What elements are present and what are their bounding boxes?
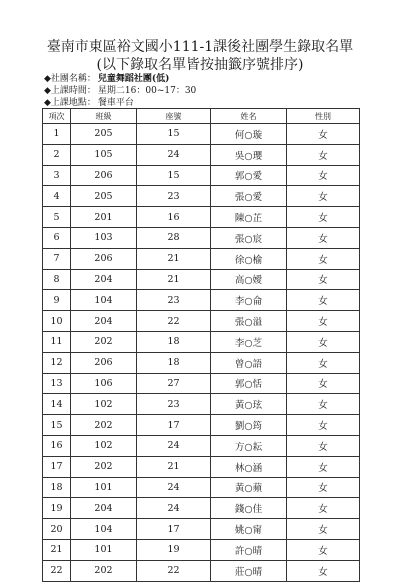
cell-name: 劉○筠	[211, 415, 287, 436]
cell-item-number: 14	[43, 394, 71, 415]
table-row	[43, 207, 360, 228]
cell-name: 李○侖	[211, 290, 287, 311]
cell-item-number: 12	[43, 352, 71, 373]
admission-list-table	[42, 108, 360, 582]
class-location-label: ◆上課地點：	[44, 98, 96, 108]
cell-gender: 女	[287, 165, 360, 186]
cell-seat-number: 21	[137, 456, 211, 477]
cell-seat-number: 23	[137, 290, 211, 311]
cell-name: 張○愛	[211, 186, 287, 207]
table-row	[43, 269, 360, 290]
cell-name: 何○璇	[211, 124, 287, 145]
cell-gender: 女	[287, 124, 360, 145]
table-row	[43, 144, 360, 165]
cell-name: 高○嬡	[211, 269, 287, 290]
class-time-value: 星期二16：00~17：30	[97, 86, 197, 96]
table-row	[43, 435, 360, 456]
cell-gender: 女	[287, 415, 360, 436]
cell-item-number: 11	[43, 331, 71, 352]
table-row	[43, 539, 360, 560]
cell-gender: 女	[287, 539, 360, 560]
header-class: 班級	[71, 109, 137, 124]
cell-gender: 女	[287, 207, 360, 228]
cell-seat-number: 21	[137, 269, 211, 290]
cell-seat-number: 17	[137, 415, 211, 436]
cell-seat-number: 28	[137, 227, 211, 248]
cell-name: 許○晴	[211, 539, 287, 560]
cell-seat-number: 24	[137, 144, 211, 165]
cell-item-number: 21	[43, 539, 71, 560]
header-item-number: 項次	[43, 109, 71, 124]
cell-class: 204	[71, 269, 137, 290]
table-row	[43, 165, 360, 186]
cell-gender: 女	[287, 227, 360, 248]
cell-class: 101	[71, 477, 137, 498]
cell-gender: 女	[287, 331, 360, 352]
table-row	[43, 394, 360, 415]
cell-name: 吳○瓔	[211, 144, 287, 165]
club-name-label: ◆社團名稱：	[44, 74, 96, 84]
table-row	[43, 331, 360, 352]
cell-class: 103	[71, 227, 137, 248]
table-row	[43, 456, 360, 477]
cell-gender: 女	[287, 394, 360, 415]
table-row	[43, 560, 360, 581]
cell-item-number: 20	[43, 519, 71, 540]
cell-name: 黃○蘋	[211, 477, 287, 498]
cell-seat-number: 19	[137, 539, 211, 560]
cell-seat-number: 21	[137, 248, 211, 269]
cell-class: 202	[71, 331, 137, 352]
cell-gender: 女	[287, 144, 360, 165]
cell-name: 陳○芷	[211, 207, 287, 228]
cell-item-number: 4	[43, 186, 71, 207]
cell-class: 204	[71, 498, 137, 519]
cell-seat-number: 22	[137, 311, 211, 332]
cell-seat-number: 18	[137, 331, 211, 352]
cell-class: 206	[71, 165, 137, 186]
cell-seat-number: 23	[137, 394, 211, 415]
cell-name: 方○耘	[211, 435, 287, 456]
cell-gender: 女	[287, 290, 360, 311]
page-subtitle: (以下錄取名單皆按抽籤序號排序)	[96, 57, 304, 73]
cell-class: 206	[71, 352, 137, 373]
cell-seat-number: 18	[137, 352, 211, 373]
table-row	[43, 415, 360, 436]
cell-name: 張○溢	[211, 311, 287, 332]
cell-seat-number: 23	[137, 186, 211, 207]
cell-class: 205	[71, 124, 137, 145]
cell-seat-number: 22	[137, 560, 211, 581]
cell-name: 徐○榆	[211, 248, 287, 269]
cell-class: 202	[71, 415, 137, 436]
cell-seat-number: 24	[137, 498, 211, 519]
cell-class: 106	[71, 373, 137, 394]
table-row	[43, 352, 360, 373]
class-time-label: ◆上課時間：	[44, 86, 96, 96]
cell-name: 黃○玹	[211, 394, 287, 415]
cell-class: 102	[71, 394, 137, 415]
cell-gender: 女	[287, 560, 360, 581]
cell-item-number: 2	[43, 144, 71, 165]
table-row	[43, 248, 360, 269]
cell-name: 林○涵	[211, 456, 287, 477]
table-row	[43, 373, 360, 394]
cell-gender: 女	[287, 519, 360, 540]
cell-name: 錢○佳	[211, 498, 287, 519]
page-title: 臺南市東區裕文國小111-1課後社團學生錄取名單	[46, 39, 354, 55]
cell-class: 101	[71, 539, 137, 560]
cell-class: 104	[71, 519, 137, 540]
cell-name: 姚○甯	[211, 519, 287, 540]
cell-gender: 女	[287, 311, 360, 332]
cell-class: 206	[71, 248, 137, 269]
cell-name: 李○芝	[211, 331, 287, 352]
cell-item-number: 5	[43, 207, 71, 228]
cell-seat-number: 24	[137, 435, 211, 456]
cell-item-number: 9	[43, 290, 71, 311]
cell-seat-number: 16	[137, 207, 211, 228]
cell-seat-number: 24	[137, 477, 211, 498]
cell-item-number: 19	[43, 498, 71, 519]
cell-item-number: 16	[43, 435, 71, 456]
class-location-value: 餐車平台	[97, 98, 134, 108]
cell-class: 202	[71, 456, 137, 477]
cell-seat-number: 15	[137, 165, 211, 186]
cell-item-number: 22	[43, 560, 71, 581]
cell-item-number: 3	[43, 165, 71, 186]
cell-name: 郭○恬	[211, 373, 287, 394]
class-time-line	[44, 86, 196, 97]
club-name-value: 兒童舞蹈社團(低)	[97, 74, 170, 84]
cell-gender: 女	[287, 477, 360, 498]
club-name-line	[44, 74, 169, 85]
cell-item-number: 18	[43, 477, 71, 498]
cell-item-number: 1	[43, 124, 71, 145]
cell-item-number: 7	[43, 248, 71, 269]
header-gender: 性別	[287, 109, 360, 124]
cell-name: 莊○晴	[211, 560, 287, 581]
cell-name: 張○宸	[211, 227, 287, 248]
cell-class: 105	[71, 144, 137, 165]
table-row	[43, 124, 360, 145]
cell-gender: 女	[287, 435, 360, 456]
cell-item-number: 17	[43, 456, 71, 477]
cell-class: 102	[71, 435, 137, 456]
header-seat-number: 座號	[137, 109, 211, 124]
cell-seat-number: 15	[137, 124, 211, 145]
cell-gender: 女	[287, 186, 360, 207]
table-row	[43, 311, 360, 332]
cell-item-number: 13	[43, 373, 71, 394]
cell-item-number: 15	[43, 415, 71, 436]
table-row	[43, 227, 360, 248]
cell-name: 郭○愛	[211, 165, 287, 186]
cell-name: 曾○語	[211, 352, 287, 373]
table-row	[43, 519, 360, 540]
header-name: 姓名	[211, 109, 287, 124]
cell-seat-number: 27	[137, 373, 211, 394]
cell-gender: 女	[287, 498, 360, 519]
table-header-row	[43, 109, 360, 124]
cell-gender: 女	[287, 248, 360, 269]
cell-gender: 女	[287, 373, 360, 394]
table-body	[43, 124, 360, 582]
cell-item-number: 8	[43, 269, 71, 290]
cell-seat-number: 17	[137, 519, 211, 540]
table-row	[43, 477, 360, 498]
cell-gender: 女	[287, 456, 360, 477]
cell-item-number: 6	[43, 227, 71, 248]
cell-gender: 女	[287, 352, 360, 373]
table-row	[43, 290, 360, 311]
table-row	[43, 186, 360, 207]
cell-item-number: 10	[43, 311, 71, 332]
cell-class: 202	[71, 560, 137, 581]
cell-class: 204	[71, 311, 137, 332]
cell-class: 104	[71, 290, 137, 311]
cell-class: 201	[71, 207, 137, 228]
cell-gender: 女	[287, 269, 360, 290]
cell-class: 205	[71, 186, 137, 207]
table-row	[43, 498, 360, 519]
